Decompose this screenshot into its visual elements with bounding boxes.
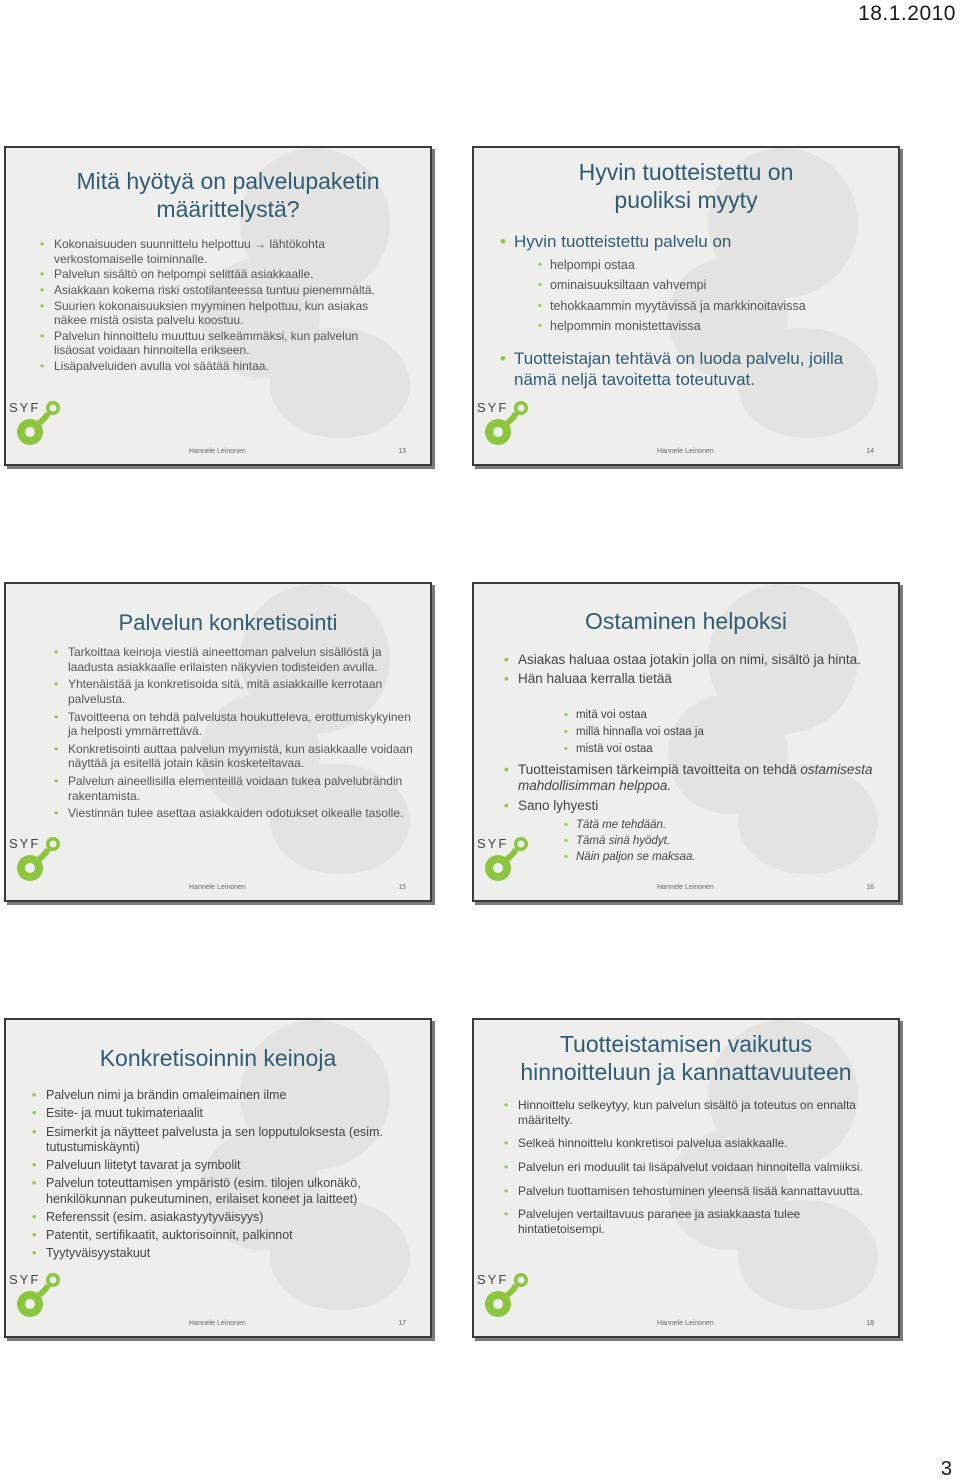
slide-number: 18 — [866, 1320, 874, 1327]
bullet-item: • Konkretisointi auttaa palvelun myymistä, kun asiakkaalle voidaan näyttää ja esitellä jotain käsin kosketeltavaa. — [54, 742, 414, 771]
bullet-text: Tuotteistamisen tärkeimpiä tavoitteita on tehdä — [518, 762, 797, 777]
title-line: määrittelystä? — [156, 195, 300, 222]
sub-bullet-list — [564, 708, 864, 756]
sub-bullet-item: • millä hinnalla voi ostaa ja — [564, 725, 864, 739]
bullet-list — [500, 232, 880, 253]
slide-title — [474, 159, 898, 214]
footer-author: Hannele Leinonen — [189, 448, 246, 455]
syf-logo — [8, 1270, 72, 1320]
slide-17 — [4, 1018, 432, 1338]
syf-logo — [8, 834, 72, 884]
bullet-item: • Sano lyhyesti — [504, 798, 874, 814]
sub-bullet-item: • mitä voi ostaa — [564, 708, 864, 722]
sub-bullet-item: • helpommin monistettavissa — [538, 319, 878, 334]
bullet-item: • Tarkoittaa keinoja viestiä aineettoman palvelun sisällöstä ja laadusta asiakkaalle erilaisten näkyvien todisteiden avulla. — [54, 645, 414, 674]
title-line: puoliksi myyty — [614, 186, 758, 213]
title-line: Palvelun konkretisointi — [118, 610, 338, 635]
title-line: hinnoitteluun ja kannattavuuteen — [520, 1058, 852, 1085]
slide-title — [474, 608, 898, 636]
bullet-item: • Suurien kokonaisuuksien myyminen helpottuu, kun asiakas näkee mistä osista palvelu koostuu. — [40, 299, 400, 328]
slide-number: 14 — [866, 448, 874, 455]
bullet-item: • Palvelun toteuttamisen ympäristö (esim. tilojen ulkonäkö, henkilökunnan pukeutuminen, erilaiset koneet ja laitteet) — [32, 1176, 412, 1207]
footer-author: Hannele Leinonen — [189, 884, 246, 891]
sub-bullet-item: • ominaisuuksiltaan vahvempi — [538, 278, 878, 293]
bullet-item — [504, 762, 874, 795]
svg-text:SYF: SYF — [9, 1272, 41, 1287]
slide-title — [474, 1031, 898, 1086]
slide-18 — [472, 1018, 900, 1338]
sub-bullet-list — [564, 818, 864, 864]
bullet-list — [54, 645, 414, 821]
bullet-emphasis: ostamisesta mahdollisimman helppoa. — [518, 762, 873, 794]
sub-bullet-item: • helpompi ostaa — [538, 258, 878, 273]
bullet-item: • Tyytyväisyystakuut — [32, 1246, 412, 1261]
title-line: Tuotteistamisen vaikutus — [559, 1031, 813, 1057]
sub-bullet-item: • Tätä me tehdään. — [564, 818, 864, 832]
bullet-item: • Tavoitteena on tehdä palvelusta houkutteleva, erottumiskykyinen ja helposti ymmärrettävä. — [54, 710, 414, 739]
title-line: Konkretisoinnin keinoja — [99, 1045, 337, 1071]
slide-title — [6, 168, 430, 223]
bullet-item: • Lisäpalveluiden avulla voi säätää hintaa. — [40, 359, 400, 374]
bullet-list — [40, 237, 400, 374]
sub-bullet-item: • tehokkaammin myytävissä ja markkinoitavissa — [538, 299, 878, 314]
slide-13 — [4, 146, 432, 466]
footer-author: Hannele Leinonen — [657, 448, 714, 455]
bullet-list — [32, 1088, 412, 1262]
bullet-item: • Kokonaisuuden suunnittelu helpottuu → lähtökohta verkostomaiselle toiminnalle. — [40, 237, 400, 266]
sub-bullet-list — [538, 258, 878, 334]
bullet-item: • Viestinnän tulee asettaa asiakkaiden odotukset oikealle tasolle. — [54, 806, 414, 821]
bullet-item: • Referenssit (esim. asiakastyytyväisyys) — [32, 1210, 412, 1225]
bullet-item: • Asiakkaan kokema riski ostotilanteessa tuntuu pienemmältä. — [40, 283, 400, 298]
footer-author: Hannele Leinonen — [657, 1320, 714, 1327]
svg-text:SYF: SYF — [477, 836, 509, 851]
bullet-item: • Palveluun liitetyt tavarat ja symbolit — [32, 1158, 412, 1173]
page-number: 3 — [940, 1458, 952, 1480]
bullet-item: • Esimerkit ja näytteet palvelusta ja sen lopputuloksesta (esim. tutustumiskäynti) — [32, 1125, 412, 1156]
syf-logo — [8, 398, 72, 448]
bullet-item: • Asiakas haluaa ostaa jotakin jolla on nimi, sisältö ja hinta. — [504, 652, 874, 668]
syf-logo — [476, 834, 540, 884]
bullet-item: • Tuotteistajan tehtävä on luoda palvelu, joilla nämä neljä tavoitetta toteutuvat. — [500, 349, 860, 390]
slide-number: 16 — [866, 884, 874, 891]
sub-bullet-item: • Näin paljon se maksaa. — [564, 850, 864, 864]
svg-text:SYF: SYF — [9, 400, 41, 415]
slide-number: 17 — [398, 1320, 406, 1327]
slide-15 — [4, 582, 432, 902]
bullet-list — [504, 1098, 864, 1236]
sub-bullet-item: • mistä voi ostaa — [564, 742, 864, 756]
footer-author: Hannele Leinonen — [657, 884, 714, 891]
title-line: Mitä hyötyä on palvelupaketin — [76, 168, 380, 194]
bullet-list — [504, 652, 874, 688]
bullet-item: • Yhtenäistää ja konkretisoida sitä, mitä asiakkaille kerrotaan palvelusta. — [54, 677, 414, 706]
sub-bullet-item: • Tämä sinä hyödyt. — [564, 834, 864, 848]
slide-14 — [472, 146, 900, 466]
bullet-item: • Patentit, sertifikaatit, auktorisoinnit, palkinnot — [32, 1228, 412, 1243]
bullet-item: • Palvelun eri moduulit tai lisäpalvelut voidaan hinnoitella valmiiksi. — [504, 1160, 864, 1175]
svg-text:SYF: SYF — [477, 1272, 509, 1287]
bullet-list — [500, 349, 860, 390]
slide-title — [6, 1045, 430, 1073]
bullet-list — [504, 762, 874, 814]
slide-title — [6, 610, 430, 636]
title-line: Hyvin tuotteistettu on — [578, 159, 794, 185]
svg-text:SYF: SYF — [9, 836, 41, 851]
slide-16 — [472, 582, 900, 902]
bullet-item: • Hän haluaa kerralla tietää — [504, 671, 874, 687]
bullet-item: • Palvelun tuottamisen tehostuminen yleensä lisää kannattavuutta. — [504, 1184, 864, 1199]
footer-author: Hannele Leinonen — [189, 1320, 246, 1327]
svg-text:SYF: SYF — [477, 400, 509, 415]
bullet-item: • Palvelun aineellisilla elementeillä voidaan tukea palvelubrändin rakentamista. — [54, 774, 414, 803]
bullet-item: • Hyvin tuotteistettu palvelu on — [500, 232, 880, 253]
syf-logo — [476, 1270, 540, 1320]
bullet-item: • Palvelun sisältö on helpompi selittää asiakkaalle. — [40, 267, 400, 282]
bullet-item: • Hinnoittelu selkeytyy, kun palvelun sisältö ja toteutus on ennalta määritelty. — [504, 1098, 864, 1127]
bullet-item: • Palvelujen vertailtavuus paranee ja asiakkaasta tulee hintatietoisempi. — [504, 1207, 864, 1236]
page-date: 18.1.2010 — [858, 2, 956, 25]
syf-logo — [476, 398, 540, 448]
bullet-item: • Palvelun hinnoittelu muuttuu selkeämmäksi, kun palvelun lisäosat voidaan hinnoitella erikseen. — [40, 329, 400, 358]
title-line: Ostaminen helpoksi — [585, 608, 787, 634]
bullet-item: • Selkeä hinnoittelu konkretisoi palvelua asiakkaalle. — [504, 1136, 864, 1151]
slide-number: 13 — [398, 448, 406, 455]
bullet-item: • Esite- ja muut tukimateriaalit — [32, 1106, 412, 1121]
bullet-item: • Palvelun nimi ja brändin omaleimainen ilme — [32, 1088, 412, 1103]
slide-number: 15 — [398, 884, 406, 891]
